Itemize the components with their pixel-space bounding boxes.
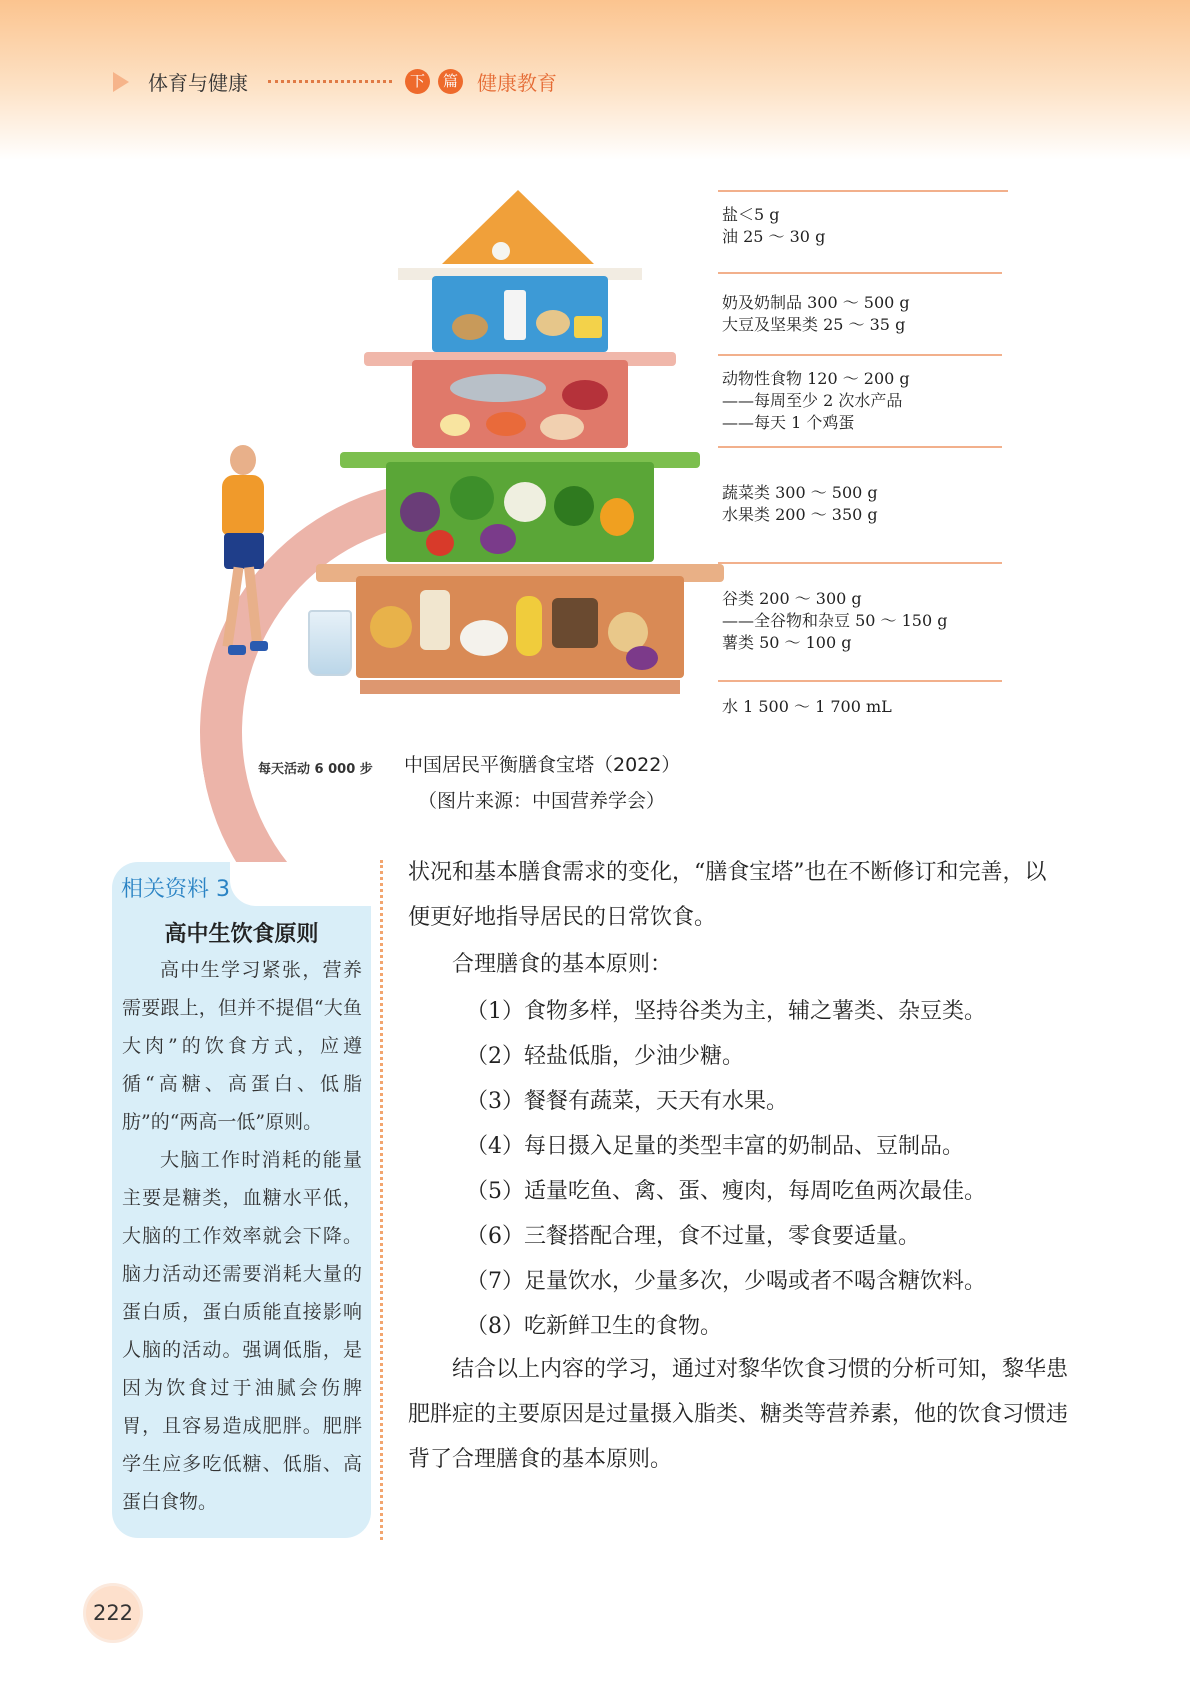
guide-animal: 动物性食物 120 ～ 200 g ——每周至少 2 次水产品 ——每天 1 个鸡蛋 — [722, 369, 910, 432]
guide-line — [718, 190, 1008, 192]
conclusion-paragraph: 结合以上内容的学习，通过对黎华饮食习惯的分析可知，黎华患肥胖症的主要原因是过量摄入脂类、糖类等营养素，他的饮食习惯违背了合理膳食的基本原则。 — [408, 1357, 1069, 1472]
guide-vegetable: 蔬菜类 300 ～ 500 g 水果类 200 ～ 350 g — [722, 483, 878, 524]
sidebar-tab-notch — [230, 862, 371, 906]
principle-item: （2）轻盐低脂，少油少糖。 — [466, 1044, 744, 1069]
figure-title: 中国居民平衡膳食宝塔（2022） — [404, 754, 681, 776]
principle-item: （6）三餐搭配合理，食不过量，零食要适量。 — [466, 1224, 920, 1249]
pyramid-tier-grain — [356, 576, 684, 678]
sidebar-paragraph-2: 大脑工作时消耗的能量主要是糖类，血糖水平低，大脑的工作效率就会下降。脑力活动还需要消耗大量的蛋白质，蛋白质能直接影响人脑的活动。强调低脂，是因为饮食过于油腻会伤脾胃，且容易造成肥胖。肥胖学生应多吃低糖、低脂、高蛋白食物。 — [122, 1149, 362, 1513]
water-glass-icon — [308, 610, 352, 676]
section-badge-2: 篇 — [438, 69, 463, 94]
principle-item: （1）食物多样，坚持谷类为主，辅之薯类、杂豆类。 — [466, 999, 986, 1024]
pyramid-tier-vegetable — [386, 462, 654, 562]
guide-line — [718, 354, 1002, 356]
sidebar-paragraph-1: 高中生学习紧张，营养需要跟上，但并不提倡“大鱼大肉”的饮食方式，应遵循“高糖、高蛋白、低脂肪”的“两高一低”原则。 — [122, 959, 362, 1133]
principle-item: （7）足量饮水，少量多次，少喝或者不喝含糖饮料。 — [466, 1269, 986, 1294]
book-title: 体育与健康 — [148, 71, 248, 95]
pyramid-base — [360, 680, 680, 694]
pyramid-tier-animal — [412, 360, 628, 448]
guide-line — [718, 562, 1002, 564]
guide-water: 水 1 500 ～ 1 700 mL — [722, 697, 892, 716]
guide-line — [718, 680, 1002, 682]
section-title: 健康教育 — [477, 71, 557, 95]
guide-grain: 谷类 200 ～ 300 g ——全谷物和杂豆 50 ～ 150 g 薯类 50 ～ 100 g — [722, 589, 948, 652]
header-arrow-icon — [113, 72, 129, 92]
header-dotted-leader — [268, 80, 392, 83]
pyramid-tier-dairy — [432, 276, 608, 352]
guide-line — [718, 446, 1002, 448]
principle-item: （3）餐餐有蔬菜，天天有水果。 — [466, 1089, 788, 1114]
section-badge-1: 下 — [405, 69, 430, 94]
main-paragraph-1: 状况和基本膳食需求的变化，“膳食宝塔”也在不断修订和完善，以便更好地指导居民的日常饮食。 — [408, 860, 1047, 930]
steps-caption: 每天活动 6 000 步 — [258, 762, 373, 777]
column-divider — [380, 860, 383, 1540]
oil-bottle-icon — [492, 242, 510, 260]
guide-dairy: 奶及奶制品 300 ～ 500 g 大豆及坚果类 25 ～ 35 g — [722, 293, 910, 334]
runner-illustration — [200, 445, 280, 665]
sidebar-title: 高中生饮食原则 — [164, 922, 319, 947]
food-pyramid-figure — [180, 180, 1020, 740]
guide-salt-oil: 盐＜5 g 油 25 ～ 30 g — [722, 205, 826, 246]
principles-intro: 合理膳食的基本原则： — [452, 952, 673, 977]
page-number: 222 — [86, 1586, 140, 1640]
pyramid-tier-salt-oil — [442, 190, 594, 264]
guide-line — [718, 272, 1002, 274]
principle-item: （8）吃新鲜卫生的食物。 — [466, 1314, 722, 1339]
sidebar-label: 相关资料 3 — [121, 877, 230, 902]
principle-item: （4）每日摄入足量的类型丰富的奶制品、豆制品。 — [466, 1134, 964, 1159]
figure-source: （图片来源：中国营养学会） — [418, 790, 666, 812]
principle-item: （5）适量吃鱼、禽、蛋、瘦肉，每周吃鱼两次最佳。 — [466, 1179, 986, 1204]
